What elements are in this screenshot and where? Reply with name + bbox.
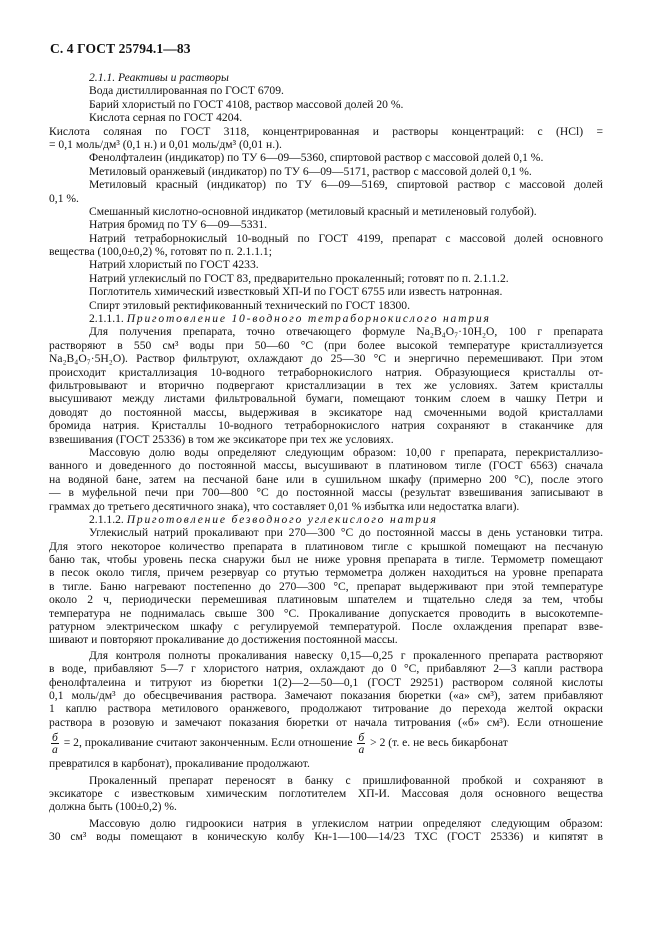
text-line: раствора в розовую и замечают показания бюретки от начала титрования («б» см³). Если отношение: [49, 715, 603, 729]
text-line: = 0,1 моль/дм³ (0,1 н.) и 0,01 моль/дм³ (0,01 н.).: [49, 137, 282, 151]
subsection-title: [89, 513, 603, 526]
text-line: Для контроля полноты прокаливания навеску 0,15—0,25 г прокаленного препарата растворяют: [89, 648, 603, 662]
text-line: Na₂B₄O₇·5H₂O). Раствор фильтруют, охлаждают до 25—30 °С и энергично перемешивают. При этом: [49, 352, 603, 366]
text-line: Кислота соляная по ГОСТ 3118, концентрированная и растворы концентраций: c (HCl) =: [49, 124, 603, 138]
text-line: около 2 ч, периодически перемешивая платиновым шпателем и тщательно следя за тем, чтобы: [49, 593, 603, 607]
subsection-title: [89, 312, 603, 325]
text-line: — в муфельной печи при 700—800 °С до постоянной массы (результат взвешивания записывают в: [49, 486, 603, 500]
text-line: взвешивания (ГОСТ 25336) в том же эксикаторе при тех же условиях.: [49, 432, 394, 446]
text-line: Фенолфталеин (индикатор) по ТУ 6—09—5360, спиртовой раствор с массовой долей 0,1 %.: [89, 151, 544, 165]
text-line: Натрия бромид по ТУ 6—09—5331.: [89, 218, 268, 232]
text-line: 30 см³ воды помещают в коническую колбу Кн-1—100—14/23 ТХС (ГОСТ 25336) и кипятят в: [49, 830, 603, 844]
document-body: [49, 71, 603, 844]
text-line: Метиловый красный (индикатор) по ТУ 6—09—5169, спиртовой раствор с массовой долей: [89, 178, 603, 192]
text-line: Углекислый натрий прокаливают при 270—300 °С до постоянной массы в день установки титра.: [89, 526, 603, 540]
text-line: бромида натрия. Кристаллы 10-водного тетраборнокислого натрия сохраняют в стаканчике для: [49, 419, 603, 433]
text-line: 1 каплю раствора метилового оранжевого, продолжают титрование до перехода желтой окраски: [49, 702, 603, 716]
text-line: Для этого некоторое количество препарата в платиновом тигле с крышкой помещают на песчаную: [49, 539, 603, 553]
fraction-b-over-a: [51, 732, 59, 755]
subsection-number: 2.1.1.2.: [89, 512, 124, 526]
text-line: в песок около тигля, причем резервуар со ртутью термометра должен находиться на уровне препарата: [49, 566, 603, 580]
text-line: должна быть (100±0,2) %.: [49, 800, 177, 814]
text-line: ратурном электрическом шкафу с регулируемой температурой. После охлаждения препарат взве-: [49, 620, 603, 634]
text-line: Натрий хлористый по ГОСТ 4233.: [89, 258, 259, 272]
text-line: Натрий углекислый по ГОСТ 83, предварительно прокаленный; готовят по п. 2.1.1.2.: [89, 271, 509, 285]
text-line: высушивают между листами фильтровальной бумаги, помещают тонким слоем в чашку Петри и: [49, 392, 603, 406]
text-line: Вода дистиллированная по ГОСТ 6709.: [89, 84, 284, 98]
text-line: ванного и доведенного до постоянной массы, высушивают в платиновом тигле (ГОСТ 6563) сначала: [49, 459, 603, 473]
fraction-numerator: б: [52, 730, 58, 744]
text-line: Поглотитель химический известковый ХП-И по ГОСТ 6755 или известь натронная.: [89, 285, 503, 299]
text-line: Для получения препарата, точно отвечающего формуле Na₂B₄O₇·10H₂O, 100 г препарата: [89, 325, 603, 339]
text-line: фильтровывают и вторично подвергают кристаллизации в тех же условиях. Затем кристаллы: [49, 378, 603, 392]
fraction-numerator: б: [358, 730, 365, 744]
text-line: растворяют в 550 см³ воды при 50—60 °С (при более высокой температуре кристаллизуется: [49, 338, 603, 352]
text-line: Спирт этиловый ректификованный технический по ГОСТ 18300.: [89, 298, 411, 312]
fraction-denominator: а: [358, 742, 365, 756]
page-header: С. 4 ГОСТ 25794.1—83: [50, 41, 191, 56]
text-line: баню так, чтобы уровень песка снаружи был не ниже уровня препарата в тигле. Термометр помещают: [49, 553, 603, 567]
section-title: 2.1.1. Реактивы и растворы: [89, 71, 229, 84]
text-line: Смешанный кислотно-основной индикатор (метиловый красный и метиленовый голубой).: [89, 204, 537, 218]
fraction-b-over-a: [357, 732, 365, 755]
text-line: фенолфталеина и титруют из бюретки 1(2)—2—50—0,1 (ГОСТ 29251) раствором соляной кислоты: [49, 675, 603, 689]
text-line: на водяной бане, затем на песчаной бане или в сушильном шкафу (примерно 200 °С), после этого: [49, 472, 603, 486]
text-line: 0,1 моль/дм³ до обесцвечивания раствора. Замечают показания бюретки («а» см³), затем прибавляют: [49, 688, 603, 702]
text-line: доводят до постоянной массы, выдерживая в эксикаторе над смоченными водой кристаллами: [49, 405, 603, 419]
fraction-text-2: > 2 (т. е. не весь бикарбонат: [370, 736, 508, 750]
text-line: Массовую долю гидроокиси натрия в углекислом натрии определяют следующим образом:: [89, 816, 603, 830]
text-line: Барий хлористый по ГОСТ 4108, раствор массовой долей 20 %.: [89, 97, 404, 111]
subsection-heading: Приготовление безводного углекислого натрия: [126, 512, 438, 526]
text-line: в тигле. Баню нагревают постепенно до 270—300 °С, препарат выдерживают при этой температуре: [49, 579, 603, 593]
text-line: эксикаторе с известковым химическим поглотителем ХП-И. Массовая доля основного вещества: [49, 786, 603, 800]
text-line: Прокаленный препарат переносят в банку с пришлифованной пробкой и сохраняют в: [89, 773, 603, 787]
text-line: температура не поднималась свыше 300 °С. Прокаливание допускается проводить в высокотемпе-: [49, 606, 603, 620]
subsection-number: 2.1.1.1.: [89, 312, 124, 326]
text-line: Натрий тетраборнокислый 10-водный по ГОСТ 4199, препарат с массовой долей основного: [89, 231, 603, 245]
text-line: 0,1 %.: [49, 191, 79, 205]
text-line: Кислота серная по ГОСТ 4204.: [89, 111, 243, 125]
text-line: вещества (100,0±0,2) %, готовят по п. 2.1.1.1;: [49, 245, 272, 259]
text-line: Массовую долю воды определяют следующим образом: 10,00 г препарата, перекристаллизо-: [89, 445, 603, 459]
subsection-heading: Приготовление 10-водного тетраборнокислого натрия: [126, 312, 491, 326]
text-line: Метиловый оранжевый (индикатор) по ТУ 6—09—5171, раствор с массовой долей 0,1 %.: [89, 164, 532, 178]
fraction-denominator: а: [52, 742, 58, 756]
text-line: граммах до третьего десятичного знака), что составляет 0,01 % избытка или недостатка влаги).: [49, 499, 520, 513]
fraction-line: [49, 729, 603, 757]
text-line: происходит кристаллизация 10-водного тетраборнокислого натрия. Образующиеся кристаллы от-: [49, 365, 603, 379]
text-line: шивают и повторяют прокаливание до достижения постоянной массы.: [49, 633, 398, 647]
text-line: превратился в карбонат), прокаливание продолжают.: [49, 757, 310, 771]
text-line: в воде, прибавляют 5—7 г хлористого натрия, охлаждают до 0 °С, прибавляют 2—3 капли раствора: [49, 662, 603, 676]
fraction-text-1: = 2, прокаливание считают законченным. Если отношение: [63, 736, 353, 750]
